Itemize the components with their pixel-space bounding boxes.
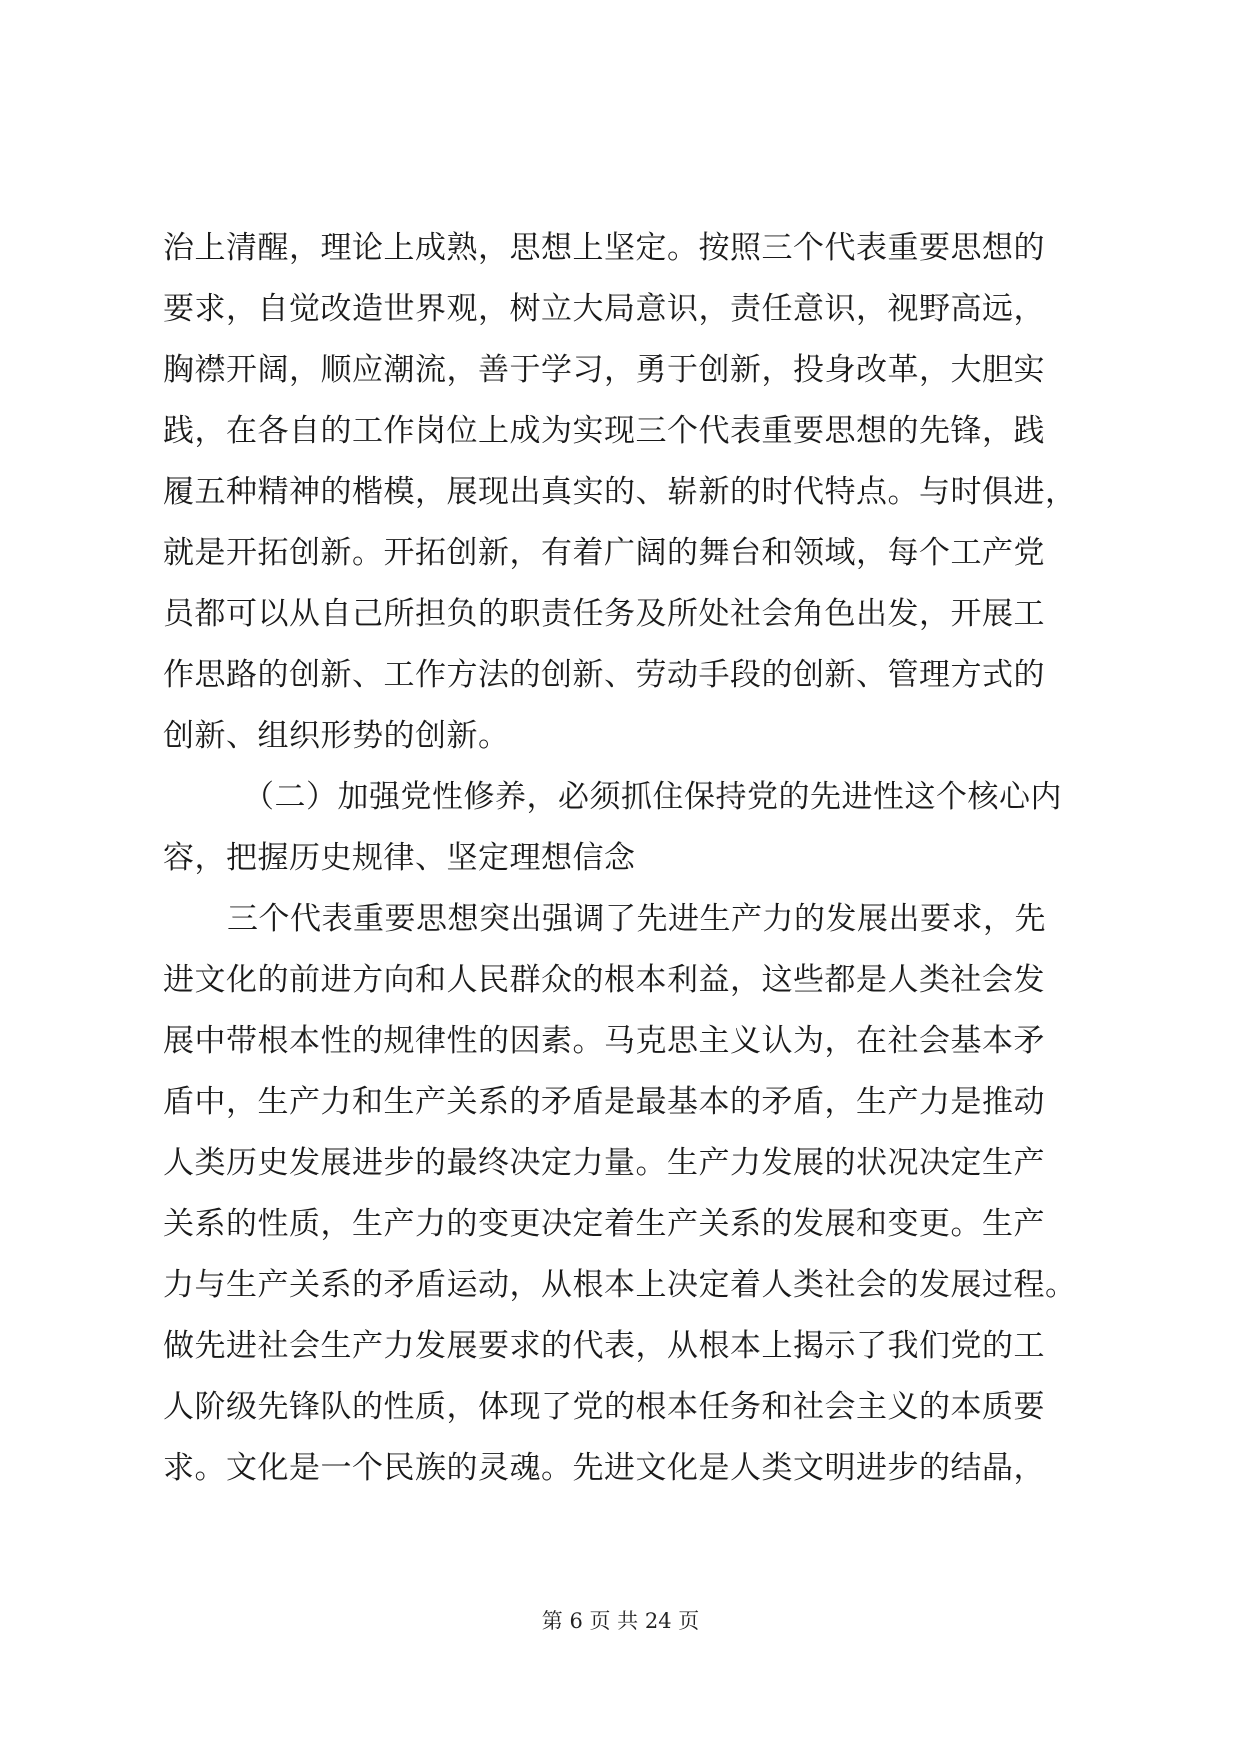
page-number-footer: 第 6 页 共 24 页 (541, 1609, 700, 1633)
text-line: 人阶级先锋队的性质，体现了党的根本任务和社会主义的本质要 (163, 1389, 1045, 1425)
text-line: 治上清醒，理论上成熟，思想上坚定。按照三个代表重要思想的 (163, 230, 1045, 266)
text-line: 三个代表重要思想突出强调了先进生产力的发展出要求，先 (227, 901, 1046, 937)
text-line: 力与生产关系的矛盾运动，从根本上决定着人类社会的发展过程。 (163, 1267, 1077, 1303)
text-line: 作思路的创新、工作方法的创新、劳动手段的创新、管理方式的 (163, 657, 1045, 693)
text-line: 就是开拓创新。开拓创新，有着广阔的舞台和领域，每个工产党 (163, 535, 1045, 571)
text-line: 履五种精神的楷模，展现出真实的、崭新的时代特点。与时俱进， (163, 474, 1077, 510)
section-heading-line: （二）加强党性修养，必须抓住保持党的先进性这个核心内 (243, 779, 1062, 815)
text-line: 员都可以从自己所担负的职责任务及所处社会角色出发，开展工 (163, 596, 1045, 632)
text-line: 做先进社会生产力发展要求的代表，从根本上揭示了我们党的工 (163, 1328, 1045, 1364)
text-line: 盾中，生产力和生产关系的矛盾是最基本的矛盾，生产力是推动 (163, 1084, 1045, 1120)
text-line: 展中带根本性的规律性的因素。马克思主义认为，在社会基本矛 (163, 1023, 1045, 1059)
text-line: 求。文化是一个民族的灵魂。先进文化是人类文明进步的结晶， (163, 1450, 1045, 1486)
text-line: 关系的性质，生产力的变更决定着生产关系的发展和变更。生产 (163, 1206, 1045, 1242)
text-line: 践，在各自的工作岗位上成为实现三个代表重要思想的先锋，践 (163, 413, 1045, 449)
text-line: 胸襟开阔，顺应潮流，善于学习，勇于创新，投身改革，大胆实 (163, 352, 1045, 388)
section-heading-line: 容，把握历史规律、坚定理想信念 (163, 840, 636, 876)
text-line: 人类历史发展进步的最终决定力量。生产力发展的状况决定生产 (163, 1145, 1045, 1181)
text-line: 创新、组织形势的创新。 (163, 718, 510, 754)
text-line: 进文化的前进方向和人民群众的根本利益，这些都是人类社会发 (163, 962, 1045, 998)
text-line: 要求，自觉改造世界观，树立大局意识，责任意识，视野高远， (163, 291, 1045, 327)
